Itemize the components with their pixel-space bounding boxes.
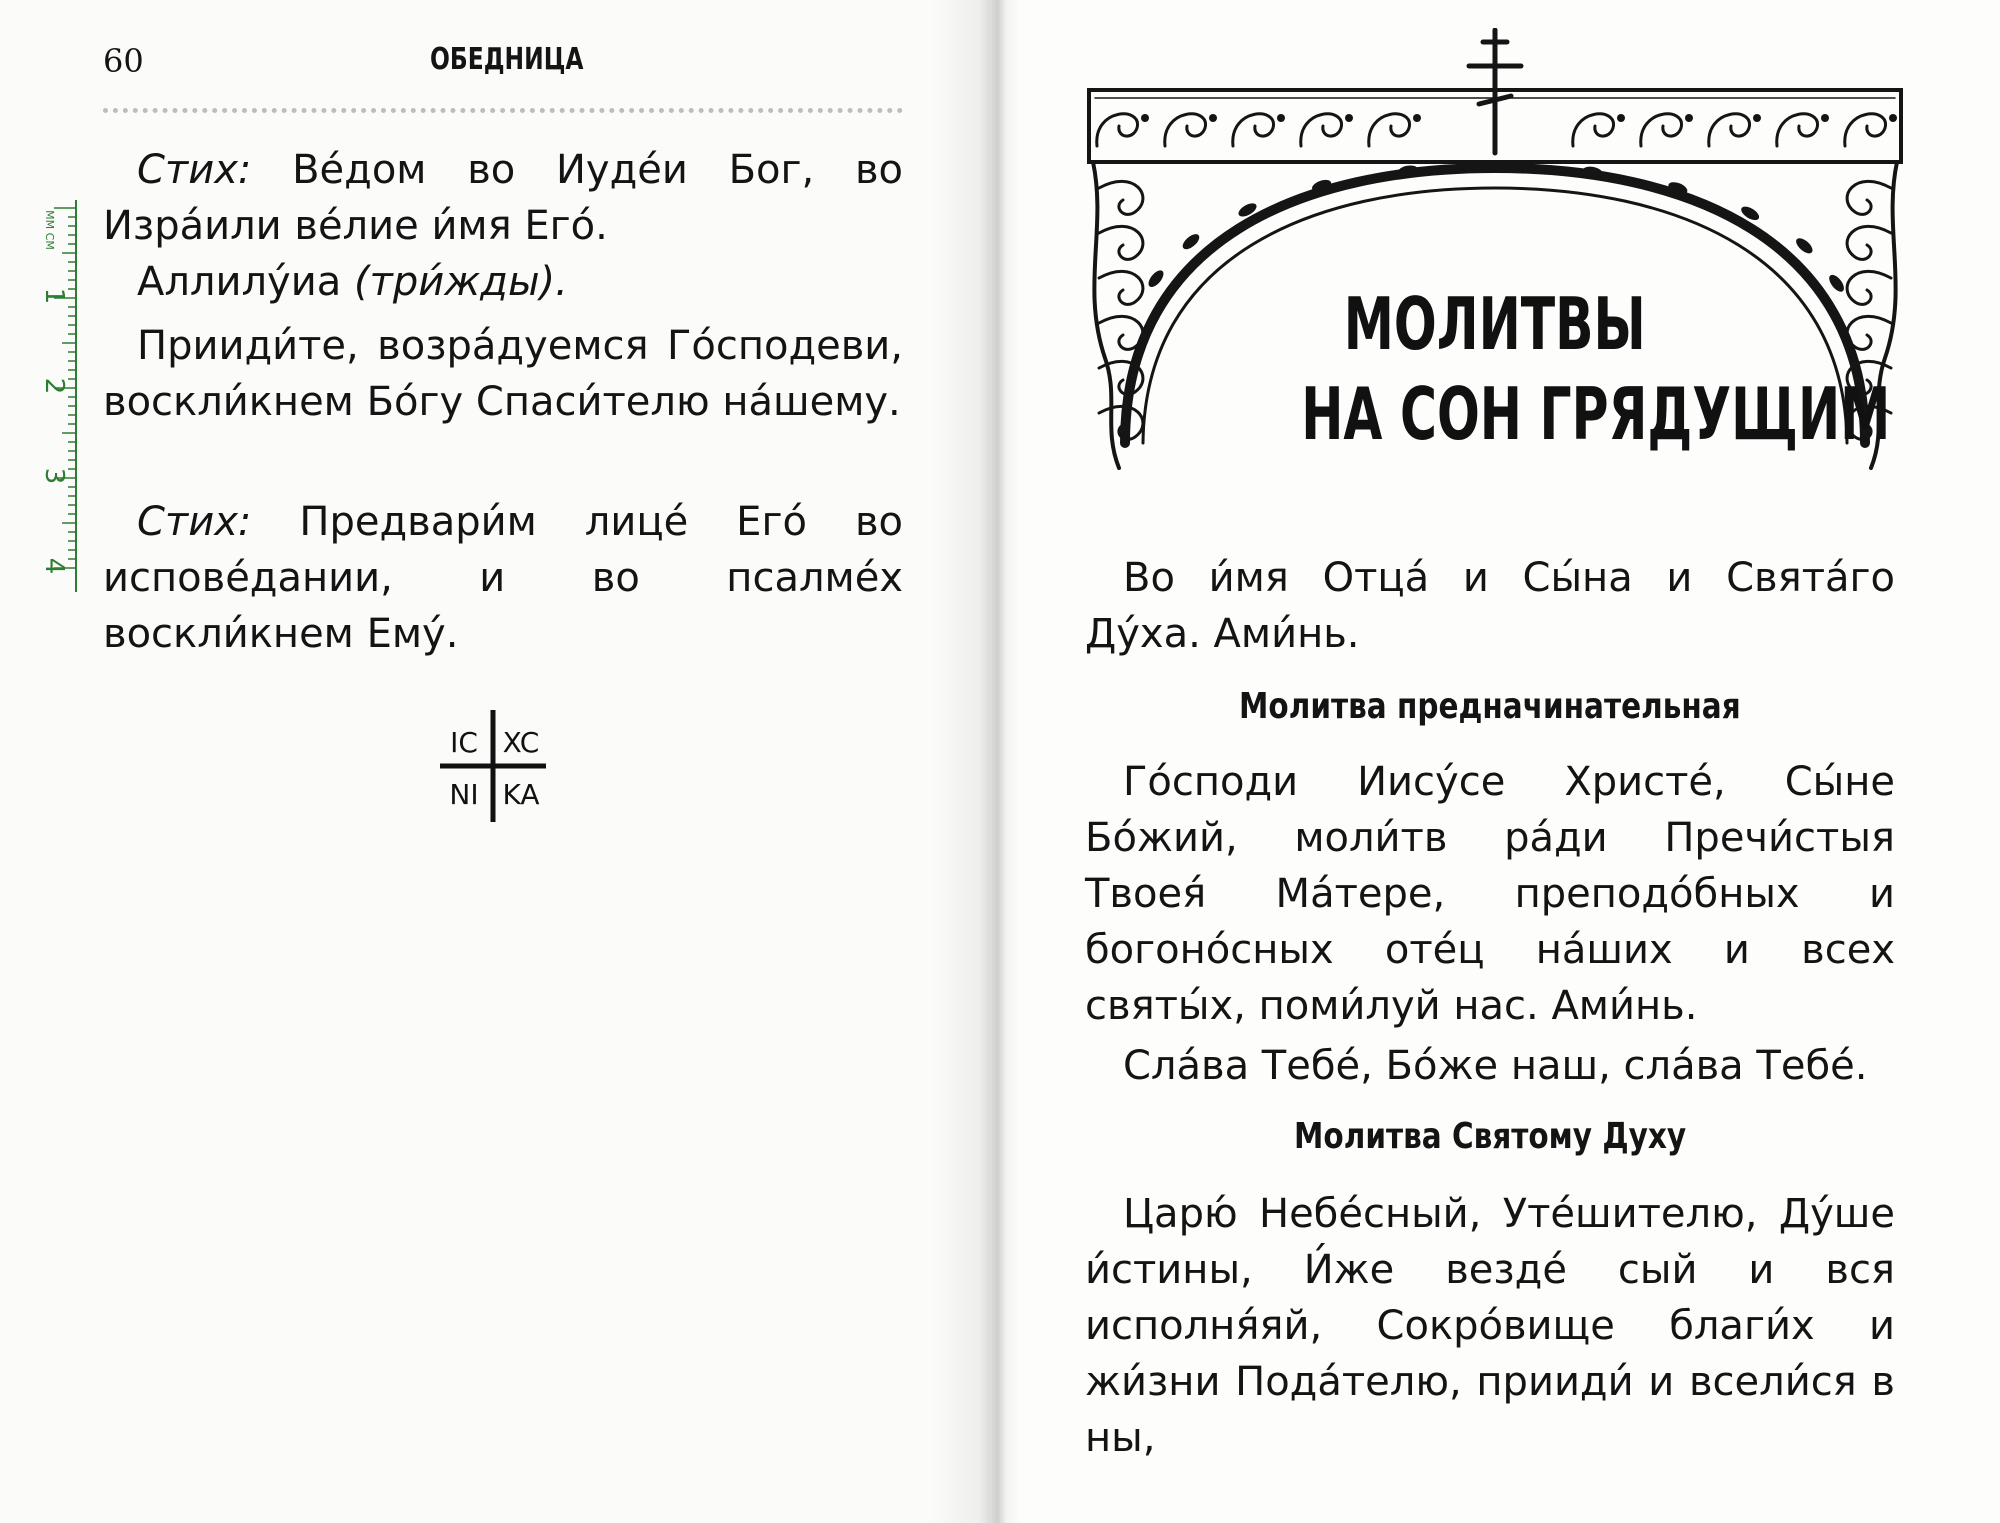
ruler-units: ММ СМ (43, 210, 56, 250)
alleluia-line (103, 254, 903, 310)
verse-label: Стих: (137, 499, 252, 545)
ruler-scale (32, 200, 84, 600)
verse-2 (103, 494, 903, 662)
section-title-line-2: НА СОН ГРЯДУЩИМ (1301, 372, 1891, 456)
ruler-mark-3: 3 (39, 467, 69, 485)
alleluia-note: (три́жды). (353, 259, 568, 305)
heading-opening-prayer: Молитва предначинательная (1239, 686, 1741, 727)
running-title: ОБЕДНИЦА (430, 42, 584, 77)
alleluia-text: Аллилу́иа (137, 259, 354, 305)
ruler-mark-4: 4 (39, 557, 69, 575)
book-gutter (930, 0, 1020, 1523)
holy-spirit-prayer-text: Царю́ Небе́сный, Уте́шителю, Ду́ше и́стины, И́же везде́ сый и вся исполня́яй, Сокро́вище благи́х и жи́зни Пода́телю, прииди́ и всели́ся в ны, (1085, 1191, 1895, 1461)
opening-invocation: Во и́мя Отца́ и Сы́на и Свята́го Ду́ха. Ами́нь. (1085, 555, 1895, 657)
heading-holy-spirit-prayer: Молитва Святому Духу (1293, 1116, 1687, 1157)
verse-text: Ве́дом во Иуде́и Бог, во Изра́или ве́лие и́мя Его́. (103, 147, 903, 249)
left-page (0, 0, 990, 1523)
prayer-come: Прииди́те, возра́дуемся Го́сподеви, воскли́кнем Бо́гу Спаси́телю на́шему. (103, 323, 903, 425)
header-rule (103, 108, 903, 113)
section-title-line-1: МОЛИТВЫ (1343, 282, 1647, 366)
monogram-ni: NI (449, 778, 479, 811)
verse-label: Стих: (137, 147, 252, 193)
glory-line: Сла́ва Тебе́, Бо́же наш, сла́ва Тебе́. (1123, 1043, 1868, 1089)
ruler-mark-1: 1 (39, 287, 69, 305)
verse-1 (103, 142, 903, 254)
ruler-mark-2: 2 (39, 377, 69, 395)
verse-text: Предвари́м лице́ Его́ во испове́дании, и во псалме́х воскли́кнем Ему́. (103, 499, 903, 657)
monogram-ic: IC (450, 726, 478, 759)
ihs-cross-monogram (440, 710, 546, 822)
opening-prayer-text: Го́споди Иису́се Христе́, Сы́не Бо́жий, моли́тв ра́ди Пречи́стыя Твоея́ Ма́тере, преподо́бных и богоно́сных оте́ц на́ших и всех святы́х, поми́луй нас. Ами́нь. (1085, 759, 1895, 1029)
page-number: 60 (103, 42, 144, 80)
monogram-xc: XC (502, 726, 540, 759)
monogram-ka: KA (502, 778, 540, 811)
